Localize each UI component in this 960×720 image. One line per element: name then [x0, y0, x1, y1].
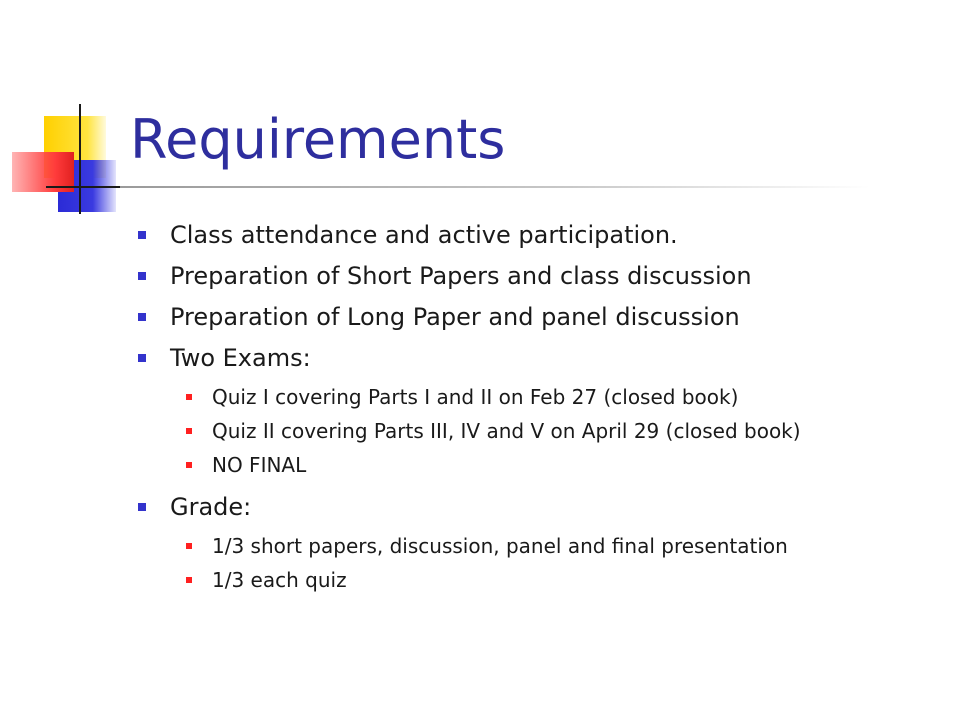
- sublist-item-text: Quiz I covering Parts I and II on Feb 27 (closed book): [212, 385, 739, 409]
- sublist-item: [136, 380, 936, 414]
- small-square-bullet-icon: [186, 394, 192, 400]
- square-bullet-icon: [138, 503, 146, 511]
- list-item: [136, 298, 936, 336]
- sublist-item-text: 1/3 each quiz: [212, 568, 347, 592]
- sublist-wrapper: [136, 380, 936, 482]
- bullet-list: [136, 216, 936, 597]
- list-item: [136, 257, 936, 295]
- square-bullet-icon: [138, 313, 146, 321]
- sublist-item: [136, 529, 936, 563]
- slide-title: Requirements: [130, 108, 506, 171]
- sublist-item: [136, 448, 936, 482]
- list-item-text: Grade:: [170, 493, 252, 521]
- sublist-item-text: 1/3 short papers, discussion, panel and final presentation: [212, 534, 788, 558]
- list-item-grade: [136, 488, 936, 526]
- sublist-item-text: NO FINAL: [212, 453, 307, 477]
- sublist-item-text: Quiz II covering Parts III, IV and V on April 29 (closed book): [212, 419, 801, 443]
- exams-sublist: [136, 380, 936, 482]
- square-bullet-icon: [138, 354, 146, 362]
- list-item-exams: [136, 339, 936, 377]
- square-bullet-icon: [138, 272, 146, 280]
- small-square-bullet-icon: [186, 428, 192, 434]
- ornament-horizontal-line: [46, 186, 130, 188]
- square-bullet-icon: [138, 231, 146, 239]
- bullet-list-container: [136, 216, 936, 603]
- small-square-bullet-icon: [186, 577, 192, 583]
- small-square-bullet-icon: [186, 462, 192, 468]
- list-item: [136, 216, 936, 254]
- list-item-text: Preparation of Long Paper and panel discussion: [170, 303, 740, 331]
- corner-ornament: [0, 0, 140, 230]
- list-item-text: Two Exams:: [170, 344, 311, 372]
- sublist-item: [136, 563, 936, 597]
- sublist-wrapper: [136, 529, 936, 597]
- sublist-item: [136, 414, 936, 448]
- list-item-text: Preparation of Short Papers and class discussion: [170, 262, 752, 290]
- ornament-vertical-line: [79, 104, 81, 214]
- list-item-text: Class attendance and active participation.: [170, 221, 678, 249]
- grade-sublist: [136, 529, 936, 597]
- small-square-bullet-icon: [186, 543, 192, 549]
- title-underline: [120, 186, 870, 188]
